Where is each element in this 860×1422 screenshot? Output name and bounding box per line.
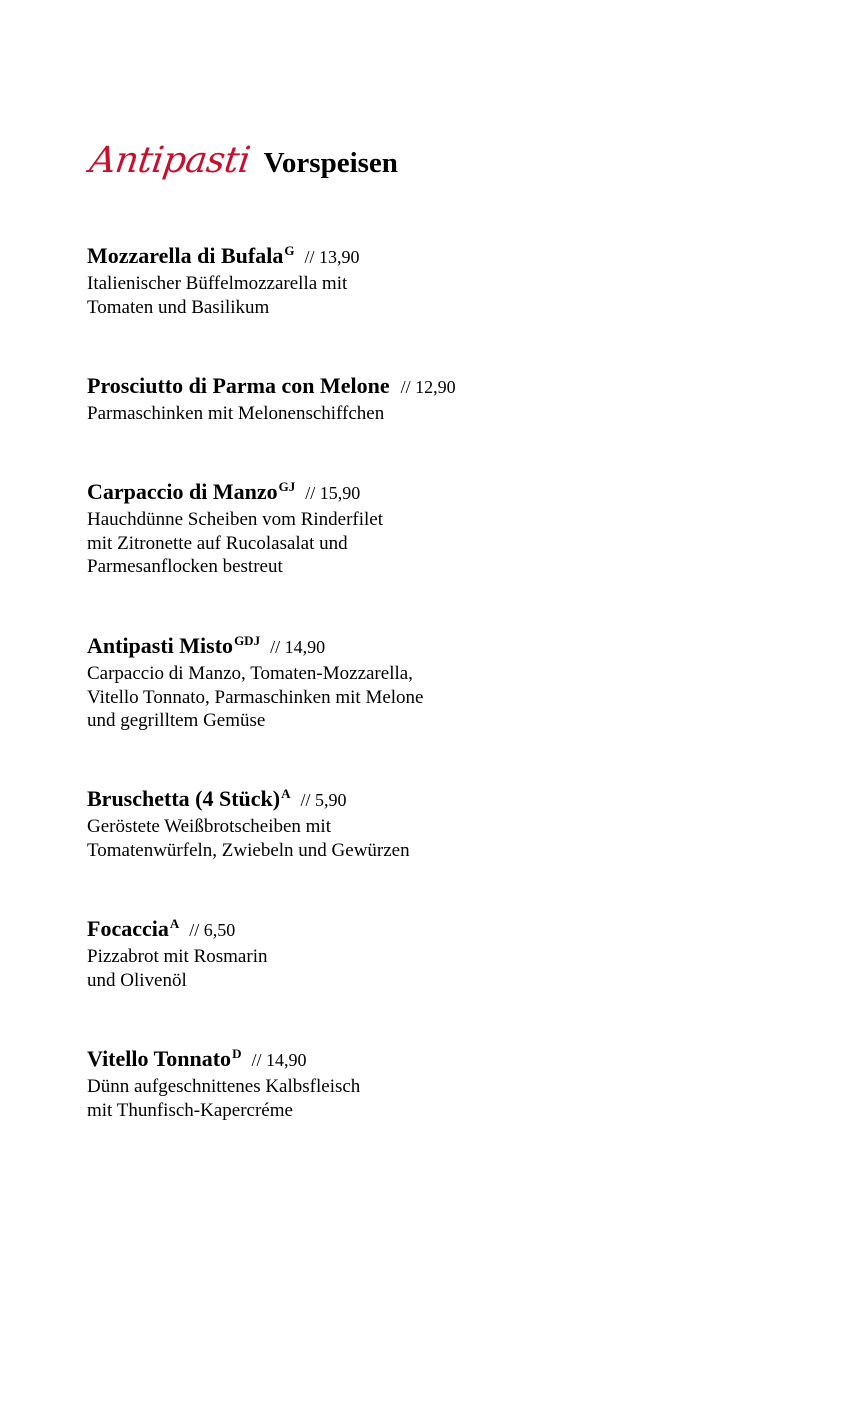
menu-item	[87, 238, 647, 319]
item-description-line: Tomatenwürfeln, Zwiebeln und Gewürzen	[87, 839, 410, 861]
item-description-line: Parmaschinken mit Melonenschiffchen	[87, 403, 385, 424]
item-description-line: mit Thunfisch-Kapercréme	[87, 1099, 293, 1121]
item-price: // 13,90	[304, 247, 360, 267]
item-price: // 12,90	[400, 377, 456, 397]
item-description-line: und gegrilltem Gemüse	[87, 710, 266, 731]
menu-item	[87, 368, 647, 426]
item-allergens: D	[232, 1046, 242, 1061]
menu-item-heading	[87, 368, 647, 402]
section-header	[87, 140, 398, 181]
item-allergens: G	[284, 243, 295, 258]
item-price: // 6,50	[189, 920, 236, 940]
item-description-line: Hauchdünne Scheiben vom Rinderfilet	[87, 509, 384, 530]
menu-item-heading	[87, 628, 647, 662]
menu-item-heading	[87, 781, 647, 815]
section-title-script: Antipasti	[87, 140, 253, 181]
menu-item	[87, 474, 647, 579]
item-description-line: mit Zitronette auf Rucolasalat und	[87, 532, 348, 554]
item-price: // 15,90	[305, 483, 361, 503]
item-name: Prosciutto di Parma con Melone	[87, 373, 390, 398]
item-description-line: Vitello Tonnato, Parmaschinken mit Melone	[87, 686, 424, 708]
item-name: Antipasti Misto	[87, 633, 234, 658]
item-allergens: A	[281, 786, 291, 801]
item-allergens: GJ	[278, 479, 296, 494]
menu-item-heading	[87, 474, 647, 508]
item-name: Focaccia	[87, 916, 169, 941]
item-description-line: Dünn aufgeschnittenes Kalbsfleisch	[87, 1076, 361, 1097]
menu-item	[87, 628, 647, 733]
item-description-line: Italienischer Büffelmozzarella mit	[87, 273, 348, 294]
item-description-line: Pizzabrot mit Rosmarin	[87, 946, 268, 967]
item-price: // 14,90	[251, 1050, 307, 1070]
item-name: Vitello Tonnato	[87, 1046, 232, 1071]
menu-item	[87, 781, 647, 862]
menu-item-heading	[87, 911, 647, 945]
item-allergens: GDJ	[234, 633, 261, 648]
menu-item-heading	[87, 238, 647, 272]
section-title: Vorspeisen	[263, 147, 398, 179]
menu-item	[87, 911, 647, 992]
item-description-line: und Olivenöl	[87, 969, 187, 991]
item-name: Mozzarella di Bufala	[87, 243, 284, 268]
item-allergens: A	[169, 916, 180, 931]
item-description-line: Tomaten und Basilikum	[87, 296, 270, 318]
menu-item-heading	[87, 1041, 647, 1075]
item-description-line: Geröstete Weißbrotscheiben mit	[87, 816, 331, 837]
menu-item	[87, 1041, 647, 1122]
item-name: Carpaccio di Manzo	[87, 479, 278, 504]
item-price: // 14,90	[270, 637, 326, 657]
item-description-line: Carpaccio di Manzo, Tomaten-Mozzarella,	[87, 663, 413, 684]
item-name: Bruschetta (4 Stück)	[87, 786, 281, 811]
item-description-line: Parmesanflocken bestreut	[87, 556, 283, 577]
item-price: // 5,90	[300, 790, 347, 810]
